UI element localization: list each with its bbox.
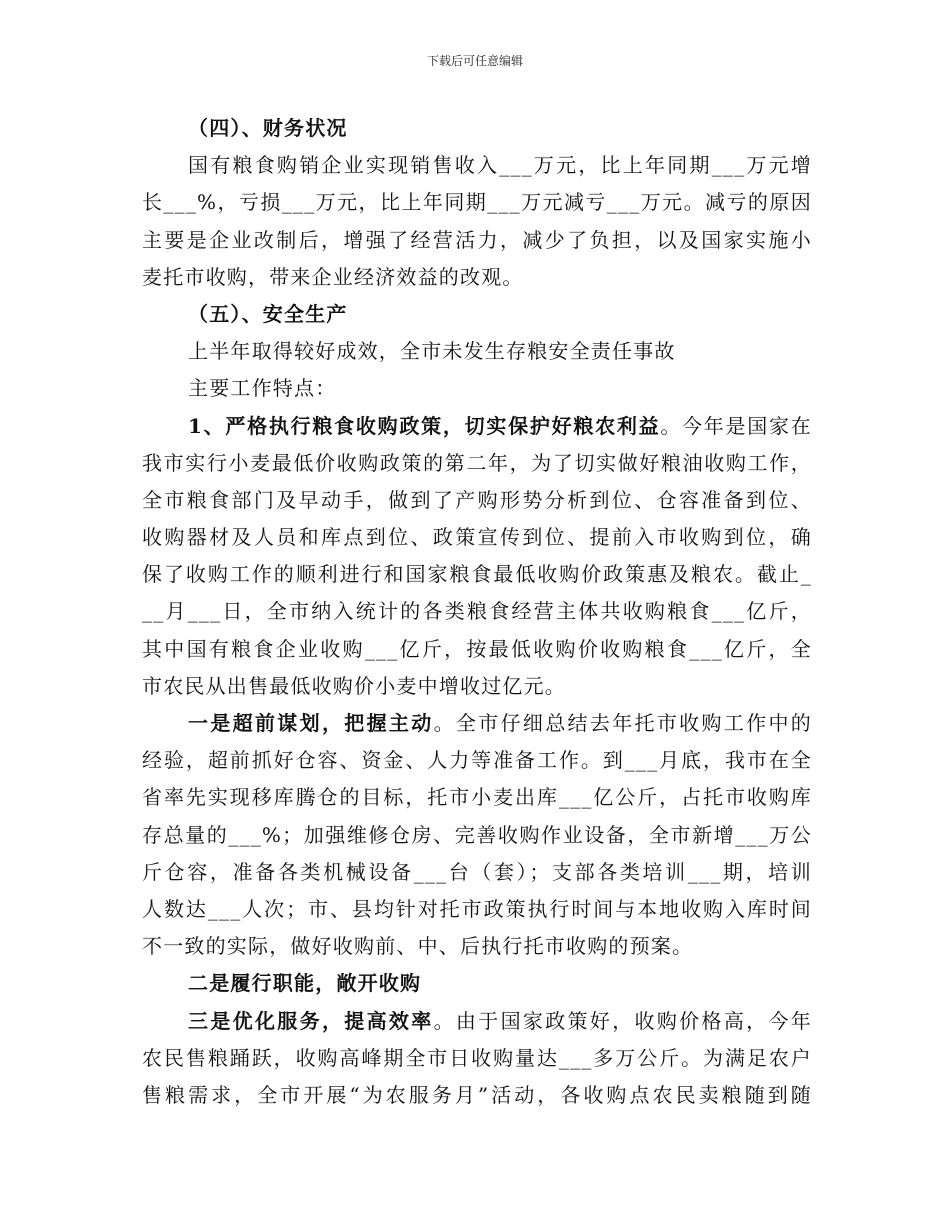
text-line (142, 928, 812, 965)
text-line (142, 519, 812, 556)
text-line (142, 668, 812, 705)
line-text: 人数达___人次；市、县均针对托市政策执行时间与本地收购入库时间 (142, 896, 812, 921)
line-text: 收购器材及人员和库点到位、政策宣传到位、提前入市收购到位，确 (142, 525, 812, 550)
text-line (142, 817, 812, 854)
text-line (142, 965, 812, 1002)
line-text: （五）、安全生产 (188, 301, 348, 326)
line-text: 售粮需求，全市开展“为农服务月”活动，各收购点农民卖粮随到随 (142, 1082, 812, 1107)
text-line (142, 184, 812, 221)
line-text: 市农民从出售最低收购价小麦中增收过亿元。 (142, 673, 566, 698)
text-line (142, 333, 812, 370)
text-line (142, 259, 812, 296)
line-text: 我市实行小麦最低价收购政策的第二年，为了切实做好粮油收购工作， (142, 450, 812, 475)
line-text: 国有粮食购销企业实现销售收入___万元，比上年同期___万元增 (188, 153, 812, 178)
line-text: 保了收购工作的顺利进行和国家粮食最低收购价政策惠及粮农。截止_ (142, 562, 812, 587)
bold-lead-text: 一是超前谋划，把握主动 (188, 711, 434, 735)
line-text: 上半年取得较好成效，全市未发生存粮安全责任事故 (188, 339, 676, 364)
line-text: 主要是企业改制后，增强了经营活力，减少了负担，以及国家实施小 (142, 227, 812, 252)
text-line (142, 296, 812, 333)
text-line (142, 742, 812, 779)
document-body (142, 110, 812, 1114)
line-text: 省率先实现移库腾仓的目标，托市小麦出库___亿公斤，占托市收购库 (142, 785, 812, 810)
line-text: 全市粮食部门及早动手，做到了产购形势分析到位、仓容准备到位、 (142, 487, 812, 512)
bold-lead-text: 三是优化服务，提高效率 (188, 1008, 434, 1033)
line-text: 不一致的实际，做好收购前、中、后执行托市收购的预案。 (142, 934, 694, 959)
page-header: 下载后可任意编辑 (426, 54, 523, 68)
text-line (142, 110, 812, 147)
line-text: 经验，超前抓好仓容、资金、人力等准备工作。到___月底，我市在全 (142, 748, 812, 773)
text-line (142, 705, 812, 742)
line-text: （四）、财务状况 (188, 116, 348, 140)
line-text: 。全市仔细总结去年托市收购工作中的 (433, 711, 813, 735)
line-text: 存总量的___%；加强维修仓房、完善收购作业设备，全市新增___万公 (142, 822, 812, 847)
text-line (142, 482, 812, 519)
line-text: 主要工作特点： (188, 376, 337, 401)
line-text: 农民售粮踊跃，收购高峰期全市日收购量达___多万公斤。为满足农户 (142, 1045, 812, 1070)
text-line (142, 854, 812, 891)
text-line (142, 631, 812, 668)
text-line (142, 593, 812, 630)
line-text: 。由于国家政策好，收购价格高，今年 (433, 1008, 813, 1033)
line-text: 麦托市收购，带来企业经济效益的改观。 (142, 264, 524, 289)
text-line (142, 1077, 812, 1114)
bold-lead-text: 1、严格执行粮食收购政策，切实保护好粮农利益 (188, 413, 661, 438)
line-text: 二是履行职能，敞开收购 (188, 971, 422, 996)
line-text: 。今年是国家在 (660, 413, 812, 438)
text-line (142, 779, 812, 816)
text-line (142, 1040, 812, 1077)
line-text: __月___日，全市纳入统计的各类粮食经营主体共收购粮食___亿斤， (142, 599, 812, 624)
text-line (142, 370, 812, 407)
text-line (142, 408, 812, 445)
line-text: 斤仓容，准备各类机械设备___台（套）；支部各类培训___期，培训 (142, 859, 812, 884)
line-text: 其中国有粮食企业收购___亿斤，按最低收购价收购粮食___亿斤，全 (142, 636, 812, 661)
text-line (142, 222, 812, 259)
text-line (142, 445, 812, 482)
text-line (142, 556, 812, 593)
line-text: 长___%，亏损___万元，比上年同期___万元减亏___万元。减亏的原因 (142, 190, 812, 215)
text-line (142, 147, 812, 184)
text-line (142, 1003, 812, 1040)
text-line (142, 891, 812, 928)
